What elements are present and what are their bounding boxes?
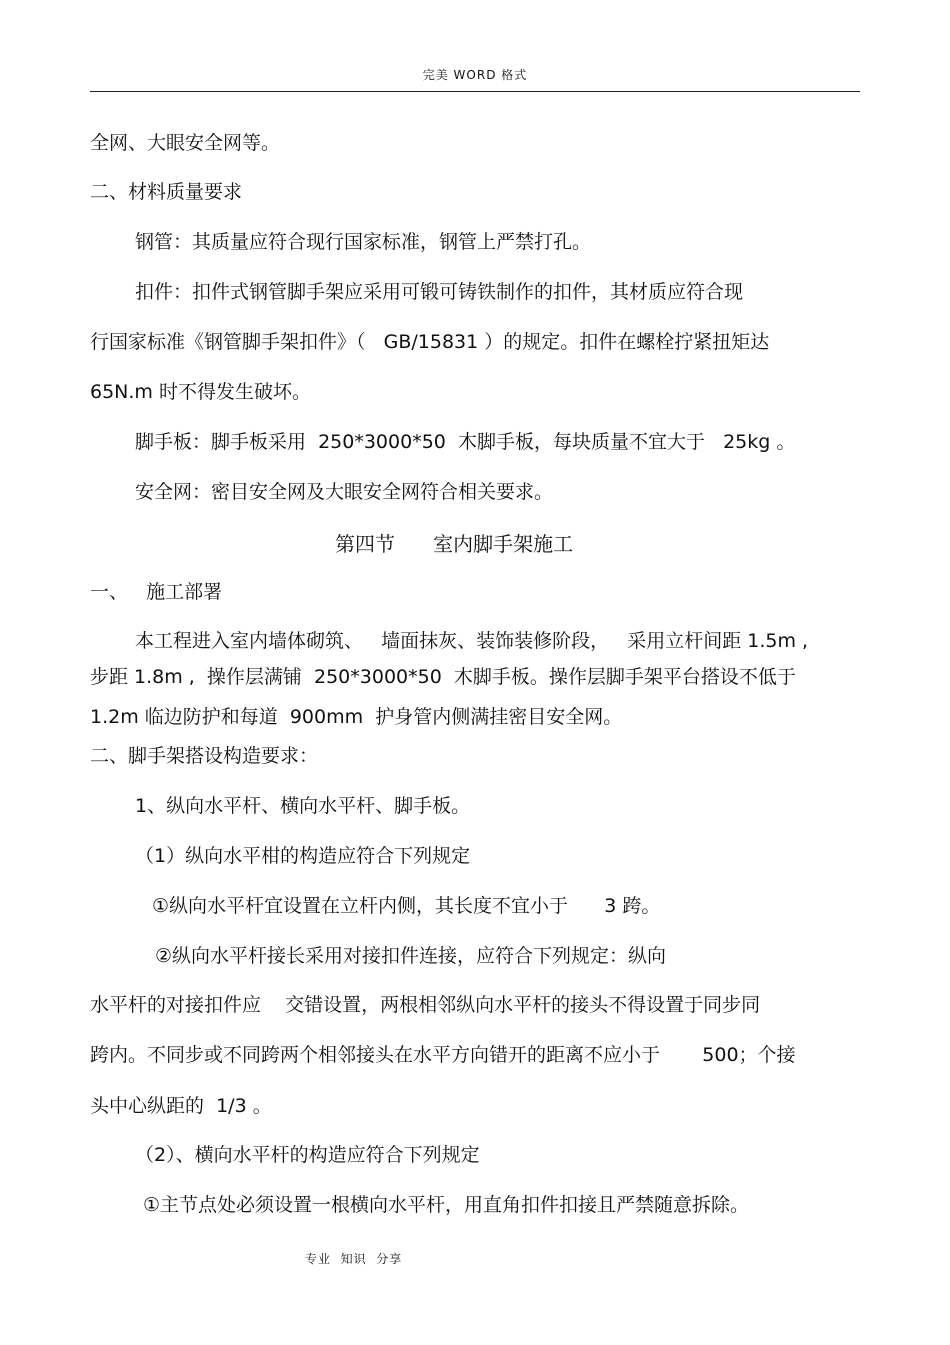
page-footer: 专业 知识 分享 xyxy=(305,1252,403,1266)
page-header: 完美 WORD 格式 xyxy=(422,68,528,82)
body-line: 1.2m 临边防护和每道 900mm 护身管内侧满挂密目安全网。 xyxy=(90,706,623,728)
list-item: ①主节点处必须设置一根横向水平杆，用直角扣件扣接且严禁随意拆除。 xyxy=(143,1194,750,1216)
body-line: 跨内。不同步或不同跨两个相邻接头在水平方向错开的距离不应小于 500；个接 xyxy=(90,1044,796,1066)
body-line: 安全网：密目安全网及大眼安全网符合相关要求。 xyxy=(135,481,554,503)
subsection-heading: 1、纵向水平杆、横向水平杆、脚手板。 xyxy=(135,795,471,817)
body-line: 脚手板：脚手板采用 250*3000*50 木脚手板，每块质量不宜大于 25kg 。 xyxy=(135,431,796,453)
section-heading: 二、材料质量要求 xyxy=(90,181,243,203)
section-heading: 二、脚手架搭设构造要求： xyxy=(90,745,319,767)
section-title: 第四节 室内脚手架施工 xyxy=(335,532,574,556)
body-line: 水平杆的对接扣件应 交错设置，两根相邻纵向水平杆的接头不得设置于同步同 xyxy=(90,994,761,1016)
body-line: 扣件：扣件式钢管脚手架应采用可锻可铸铁制作的扣件，其材质应符合现 xyxy=(135,281,744,303)
subsection-heading: （2）、横向水平杆的构造应符合下列规定 xyxy=(135,1144,480,1166)
body-line: 全网、大眼安全网等。 xyxy=(90,132,281,154)
list-item: ①纵向水平杆宜设置在立杆内侧，其长度不宜小于 3 跨。 xyxy=(152,895,661,917)
body-line: 65N.m 时不得发生破坏。 xyxy=(90,381,311,403)
subsection-heading: （1）纵向水平柑的构造应符合下列规定 xyxy=(135,845,471,867)
body-line: 钢管：其质量应符合现行国家标准，钢管上严禁打孔。 xyxy=(135,231,592,253)
body-line: 头中心纵距的 1/3 。 xyxy=(90,1095,272,1117)
body-line: 行国家标准《钢管脚手架扣件》（ GB/15831 ）的规定。扣件在螺栓拧紧扭矩达 xyxy=(90,331,770,353)
body-line: 步距 1.8m , 操作层满铺 250*3000*50 木脚手板。操作层脚手架平台搭设不低于 xyxy=(90,666,796,688)
header-rule xyxy=(90,91,860,92)
list-item: ②纵向水平杆接长采用对接扣件连接，应符合下列规定：纵向 xyxy=(155,945,667,967)
section-heading: 一、 施工部署 xyxy=(90,581,223,603)
body-line: 本工程进入室内墙体砌筑、 墙面抹灰、装饰装修阶段， 采用立杆间距 1.5m , xyxy=(135,630,809,652)
